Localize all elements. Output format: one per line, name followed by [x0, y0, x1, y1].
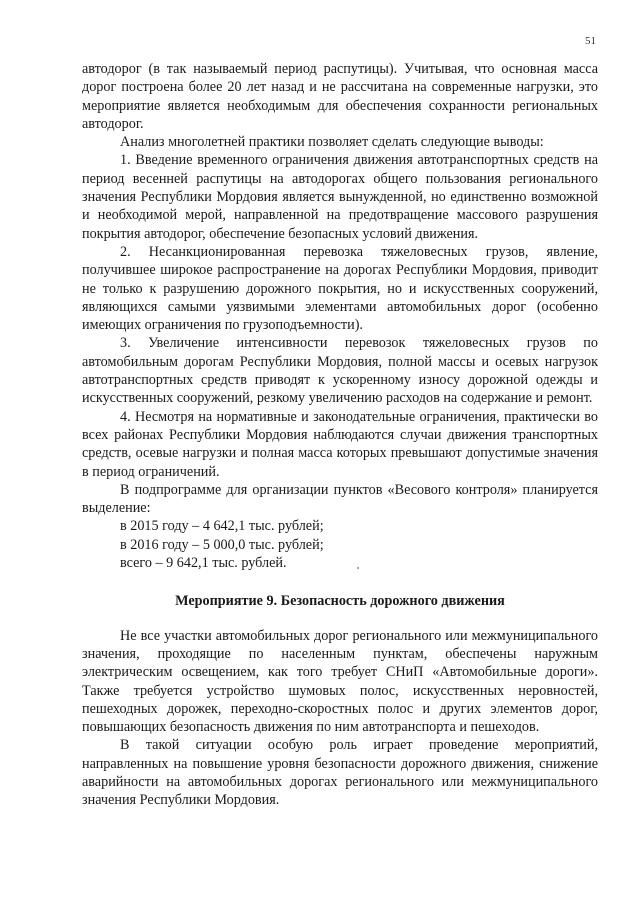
funding-line-2016: в 2016 году – 5 000,0 тыс. рублей;	[120, 536, 324, 553]
paragraph-conclusion-4: 4. Несмотря на нормативные и законодательные ограничения, практически во всех районах Республики Мордовия наблюдаются случаи движения транспортных средств, осевые нагрузки и полная масса которых превышают допустимые значения в период ограничений.	[82, 408, 598, 480]
paragraph-analysis-intro: Анализ многолетней практики позволяет сделать следующие выводы:	[120, 134, 544, 151]
paragraph-continuation: автодорог (в так называемый период распутицы). Учитывая, что основная масса дорог построена более 20 лет назад и не рассчитана на современные нагрузки, это мероприятие является необходимым для обеспечения сохранности региональных автодорог.	[82, 61, 598, 132]
scan-speck	[357, 567, 359, 569]
paragraph-conclusion-2: 2. Несанкционированная перевозка тяжеловесных грузов, явление, получившее широкое распространение на дорогах Республики Мордовия, приводит не только к разрушению дорожного покрытия, но и искусственных сооружений, являющихся самыми уязвимыми элементами автомобильных дорог (особенно имеющих ограничения по грузоподъемности).	[82, 243, 598, 334]
paragraph-funding-intro: В подпрограмме для организации пунктов «Весового контроля» планируется выделение:	[82, 481, 598, 517]
funding-line-2015: в 2015 году – 4 642,1 тыс. рублей;	[120, 518, 324, 535]
paragraph-conclusion-1: 1. Введение временного ограничения движения автотранспортных средств на период весенней распутицы на автодорогах общего пользования регионального значения Республики Мордовия является вынужденной, но единственно возможной и необходимой мерой, направленной на предотвращение массового разрушения покрытия автодорог, обеспечение безопасных условий движения.	[82, 152, 598, 242]
page-number: 51	[585, 35, 596, 47]
document-body	[82, 60, 598, 810]
section-heading: Мероприятие 9. Безопасность дорожного движения	[175, 593, 505, 610]
funding-line-total: всего – 9 642,1 тыс. рублей.	[120, 555, 287, 572]
paragraph-conclusion-3: 3. Увеличение интенсивности перевозок тяжеловесных грузов по автомобильным дорогам Республики Мордовия, полной массы и осевых нагрузок автотранспортных средств приводят к ускоренному износу дорожной одежды и искусственных сооружений, резкому увеличению расходов на содержание и ремонт.	[82, 335, 598, 407]
paragraph-special-role: В такой ситуации особую роль играет проведение мероприятий, направленных на повышение уровня безопасности дорожного движения, снижение аварийности на автомобильных дорогах регионального или межмуниципального значения Республики Мордовия.	[82, 737, 598, 809]
paragraph-road-safety: Не все участки автомобильных дорог регионального или межмуниципального значения, проходящие по населенным пунктам, обеспечены наружным электрическим освещением, как того требует СНиП «Автомобильные дороги». Также требуется устройство шумовых полос, искусственных неровностей, пешеходных дорожек, переходно-скоростных полос и других элементов дорог, повышающих безопасность движения по ним автотранспорта и пешеходов.	[82, 627, 598, 736]
